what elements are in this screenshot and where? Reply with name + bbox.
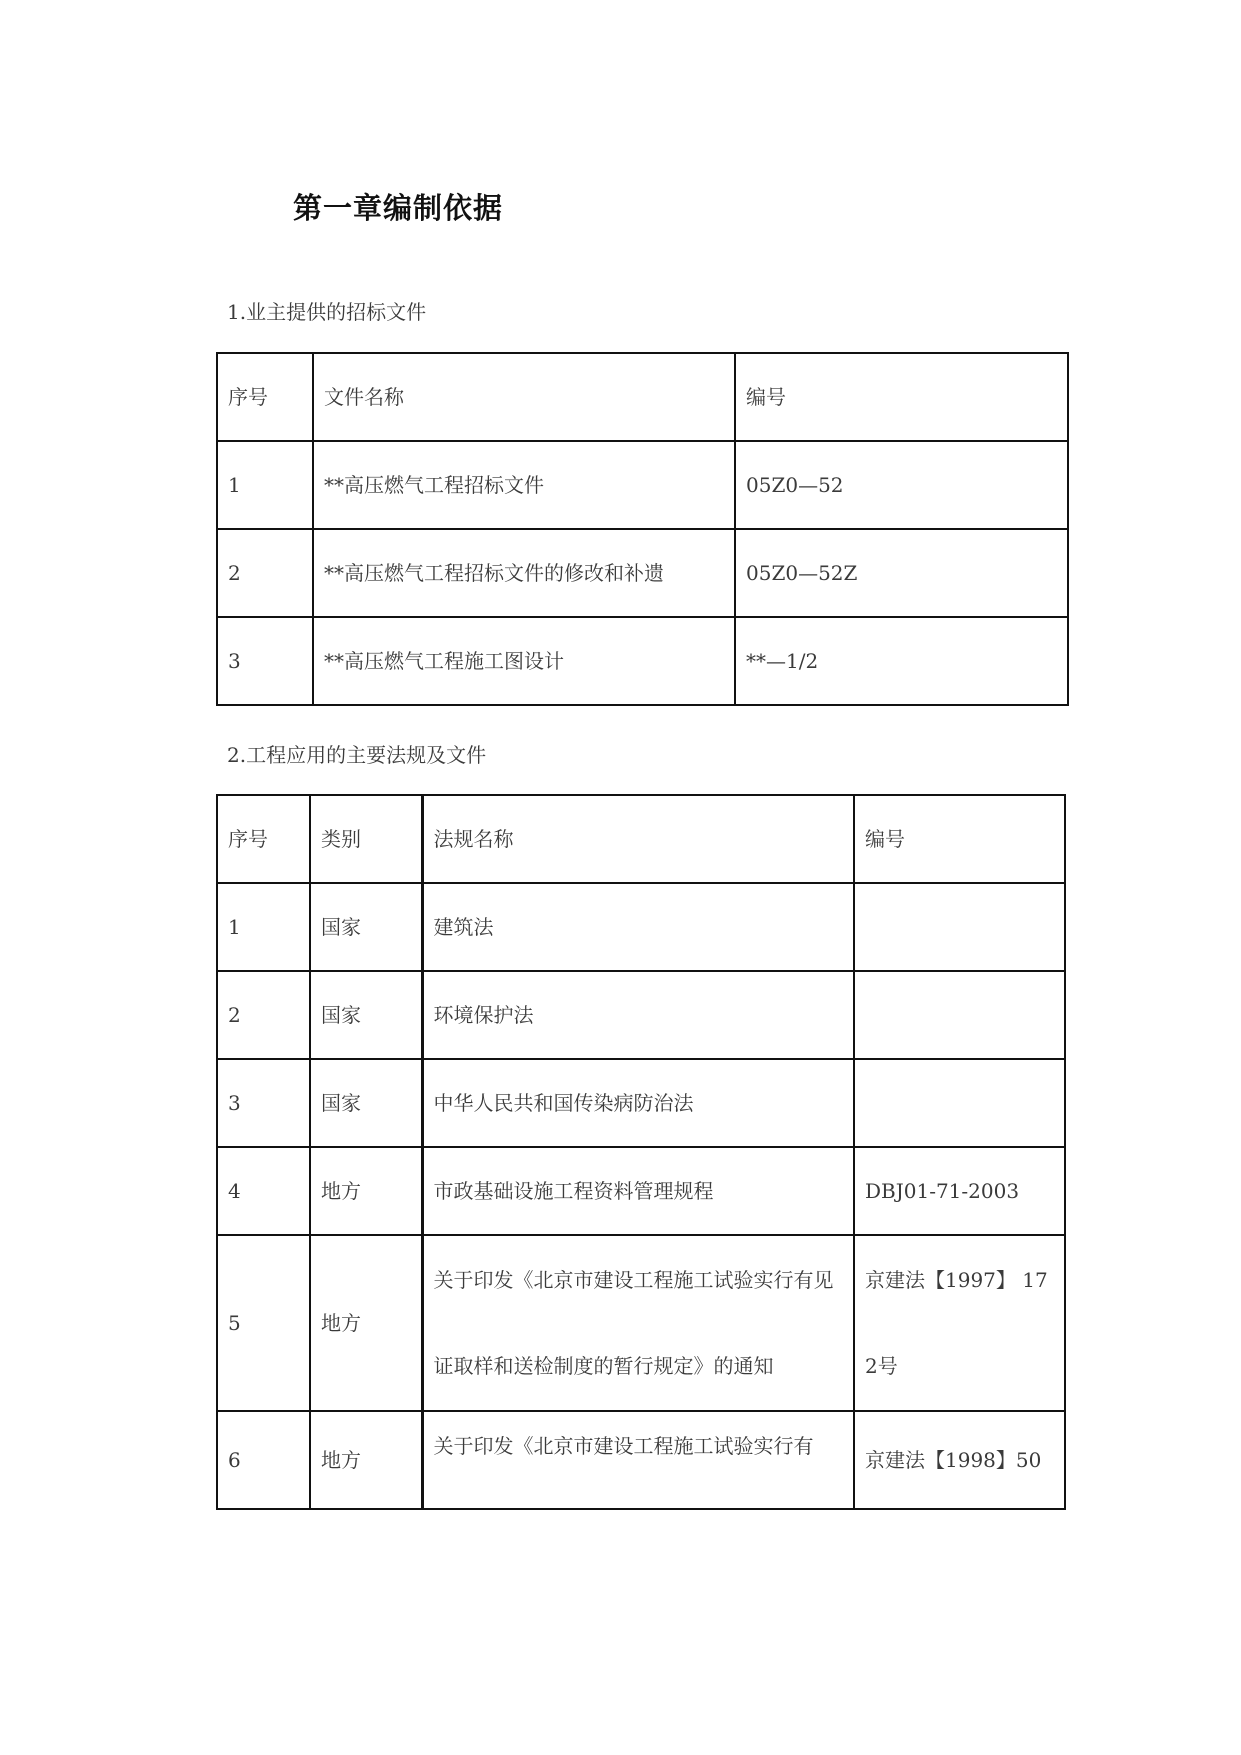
row-index-cell: 3	[217, 1059, 310, 1147]
row-index-cell: 1	[217, 441, 313, 529]
regulations-table	[216, 794, 1066, 1510]
table-row	[217, 1235, 1065, 1411]
section-heading-regulations: 2.工程应用的主要法规及文件	[227, 743, 487, 767]
category-cell: 国家	[310, 883, 422, 971]
table-row	[217, 1059, 1065, 1147]
row-index-cell: 5	[217, 1235, 310, 1411]
regulation-name-cell: 关于印发《北京市建设工程施工试验实行有	[422, 1411, 854, 1509]
regulation-number-cell	[854, 1059, 1065, 1147]
regulation-name-cell: 中华人民共和国传染病防治法	[422, 1059, 854, 1147]
regulation-name-cell: 建筑法	[422, 883, 854, 971]
table-row	[217, 883, 1065, 971]
document-name-cell: **高压燃气工程招标文件的修改和补遗	[313, 529, 735, 617]
category-cell: 地方	[310, 1411, 422, 1509]
regulation-name-cell: 市政基础设施工程资料管理规程	[422, 1147, 854, 1235]
regulation-number-cell: 京建法【1998】50	[854, 1411, 1065, 1509]
category-cell: 地方	[310, 1235, 422, 1411]
table-row	[217, 971, 1065, 1059]
regulation-number-cell	[854, 883, 1065, 971]
row-index-cell: 1	[217, 883, 310, 971]
regulation-number-cell: DBJ01-71-2003	[854, 1147, 1065, 1235]
category-cell: 国家	[310, 1059, 422, 1147]
document-number-cell: **—1/2	[735, 617, 1068, 705]
table-header-row	[217, 353, 1068, 441]
document-name-cell: **高压燃气工程招标文件	[313, 441, 735, 529]
category-cell: 地方	[310, 1147, 422, 1235]
regulation-number-cell: 京建法【1997】 172号	[854, 1235, 1065, 1411]
header-cell: 法规名称	[422, 795, 854, 883]
header-cell: 编号	[735, 353, 1068, 441]
category-cell: 国家	[310, 971, 422, 1059]
table-row	[217, 529, 1068, 617]
section-heading-bid-documents: 1.业主提供的招标文件	[227, 300, 427, 324]
table-row	[217, 1411, 1065, 1509]
document-number-cell: 05Z0—52	[735, 441, 1068, 529]
row-index-cell: 6	[217, 1411, 310, 1509]
row-index-cell: 2	[217, 971, 310, 1059]
row-index-cell: 2	[217, 529, 313, 617]
header-cell: 文件名称	[313, 353, 735, 441]
table-row	[217, 617, 1068, 705]
page-title: 第一章编制依据	[293, 191, 504, 225]
header-cell: 编号	[854, 795, 1065, 883]
table-row	[217, 441, 1068, 529]
regulation-name-cell: 关于印发《北京市建设工程施工试验实行有见证取样和送检制度的暂行规定》的通知	[422, 1235, 854, 1411]
regulation-name-cell: 环境保护法	[422, 971, 854, 1059]
header-cell: 序号	[217, 795, 310, 883]
header-cell: 类别	[310, 795, 422, 883]
header-cell: 序号	[217, 353, 313, 441]
bid-documents-table	[216, 352, 1069, 706]
document-number-cell: 05Z0—52Z	[735, 529, 1068, 617]
document-name-cell: **高压燃气工程施工图设计	[313, 617, 735, 705]
row-index-cell: 4	[217, 1147, 310, 1235]
regulation-number-cell	[854, 971, 1065, 1059]
table-row	[217, 1147, 1065, 1235]
table-header-row	[217, 795, 1065, 883]
row-index-cell: 3	[217, 617, 313, 705]
